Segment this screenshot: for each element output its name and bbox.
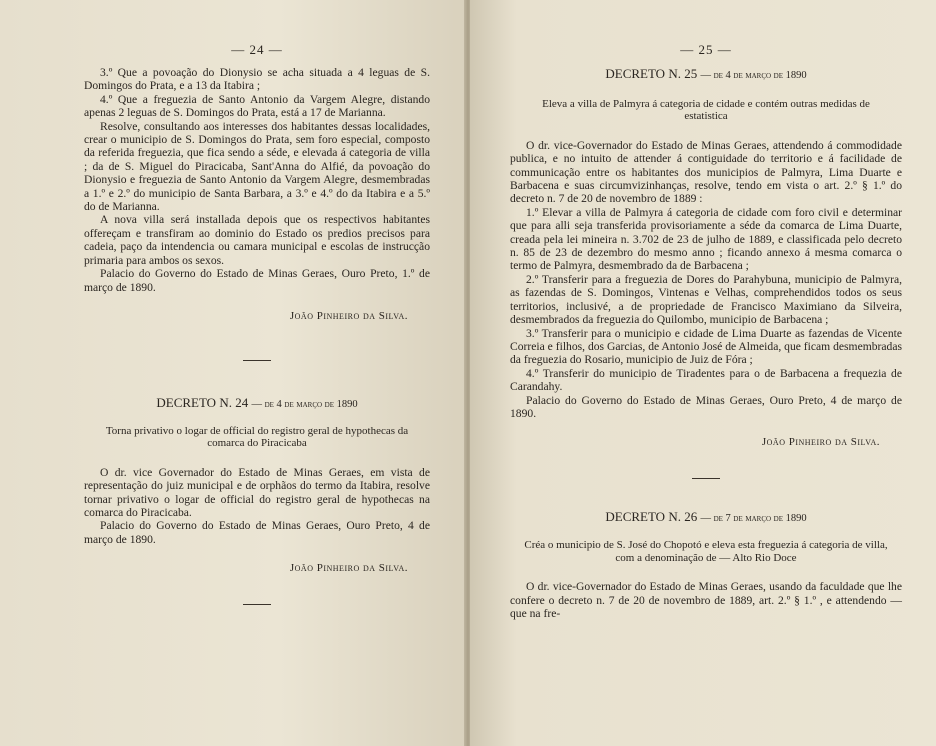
decree-body: O dr. vice Governador do Estado de Minas Geraes, em vista de representação do juiz municipal e de orphãos do termo da Itabira, resolve tornar privativo o logar de official do registro geral de hypothecas na comarca do Piracicaba.	[84, 465, 430, 519]
decree-body: O dr. vice-Governador do Estado de Minas Geraes, attendendo á commodidade publica, e no intuito de attender á contiguidade do territorio e á facilidade de communicação entre os habitantes dos municipios de Palmyra, Lima Duarte e Barbacena e suas circumvizinhanças, resolve, tendo em vista o art. 2.º § 1.º do decreto n. 7 de 20 de novembro de 1889 :	[510, 138, 902, 206]
paragraph: 4.º Que a freguezia de Santo Antonio da Vargem Alegre, distando apenas 2 leguas de S. Domingos do Prata, está a 17 de Marianna.	[84, 92, 430, 120]
page-number: — 25 —	[680, 42, 732, 57]
signature: João Pinheiro da Silva.	[289, 309, 408, 322]
decree-closing: Palacio do Governo do Estado de Minas Geraes, Ouro Preto, 4 de março de 1890.	[84, 519, 430, 546]
section-divider	[692, 478, 720, 479]
decree-closing: Palacio do Governo do Estado de Minas Geraes, Ouro Preto, 4 de março de 1890.	[510, 393, 902, 420]
section-divider	[243, 604, 271, 605]
decree-item: 1.º Elevar a villa de Palmyra á categoria de cidade com foro civil e determinar que para alli seja transferida provisoriamente a séde da comarca de Lima Duarte, creada pela lei mineira n. 3.702 de 23 de julho de 1889, e classificada pelo decreto n. 85 de 23 de dezembro do mesmo anno ; ficando annexo á mesma comarca o termo de Palmyra, desmembrado da de Barbacena ;	[510, 205, 902, 273]
decree-number: DECRETO N. 24	[156, 394, 249, 410]
decree-item: 4.º Transferir do municipio de Tiradentes para o de Barbacena a frequezia de Carandahy.	[510, 366, 902, 394]
decree-heading	[510, 66, 902, 82]
decree-heading	[510, 509, 902, 525]
decree-item: 2.º Transferir para a freguezia de Dores do Parahybuna, municipio de Palmyra, as fazendas de S. Domingos, Vintenas e Velhas, comprehendidos todos os seus territorios, inclusivé, a de propriedade de Francisco Maximiano da Silveira, desmembrados da freguezia do Quilombo, municipio de Barbacena ;	[510, 272, 902, 327]
paragraph: A nova villa será installada depois que os respectivos habitantes offereçam e transfiram ao dominio do Estado os predios precisos para cadeia, paço da intendencia ou camara municipal e escolas de instrucção primaria para ambos os sexos.	[84, 213, 430, 267]
left-page	[0, 0, 466, 746]
signature: João Pinheiro da Silva.	[289, 562, 408, 575]
decree-summary: Créa o municipio de S. José do Chopotó e eleva esta freguezia á categoria de villa, com a denominação de — Alto Rio Doce	[524, 539, 888, 564]
decree-summary: Torna privativo o logar de official do registro geral de hypothecas da comarca do Piracicaba	[105, 424, 409, 450]
right-page-content	[510, 0, 902, 620]
decree-number: DECRETO N. 26	[605, 509, 698, 525]
decree-date: — de 4 de março de 1890	[700, 70, 807, 81]
decree-heading	[84, 395, 430, 411]
section-divider	[243, 360, 271, 361]
decree-item: 3.º Transferir para o municipio e cidade de Lima Duarte as fazendas de Vicente Correia e filhos, dos Garcias, de Antonio José de Almeida, que ficam desmembradas da freguezia do Rosario, municipio de Juiz de Fóra ;	[510, 326, 902, 367]
right-page	[470, 0, 936, 746]
decree-date: — de 7 de março de 1890	[700, 513, 807, 525]
decree-summary: Eleva a villa de Palmyra á categoria de cidade e contém outras medidas de estatistica	[542, 98, 870, 123]
left-page-content	[84, 0, 430, 635]
paragraph: 3.º Que a povoação do Dionysio se acha situada a 4 leguas de S. Domingos do Prata, e a 13 da Itabira ;	[84, 66, 430, 93]
page-number: — 24 —	[231, 42, 283, 57]
decree-number: DECRETO N. 25	[605, 66, 698, 81]
signature: João Pinheiro da Silva.	[761, 436, 880, 449]
paragraph: Palacio do Governo do Estado de Minas Geraes, Ouro Preto, 1.º de março de 1890.	[84, 267, 430, 294]
decree-date: — de 4 de março de 1890	[251, 398, 358, 410]
decree-body: O dr. vice-Governador do Estado de Minas Geraes, usando da faculdade que lhe confere o decreto n. 7 de 20 de novembro de 1889, art. 2.º § 1.º , e attendendo — que na fre-	[510, 580, 902, 620]
paragraph: Resolve, consultando aos interesses dos habitantes dessas localidades, crear o municipio de S. Domingos do Prata, sem foro especial, composto da referida freguezia, que fica sendo a séde, e elevada á categoria de villa ; da de S. Miguel do Piracicaba, Sant'Anna do Alfié, da povoação do Dionysio e freguezia de Santo Antonio da Vargem Alegre, desmembradas a 1.º e 2.º do municipio de Santa Barbara, a 3.º e 4.º do da Itabira e a 5.º do de Marianna.	[84, 119, 430, 214]
